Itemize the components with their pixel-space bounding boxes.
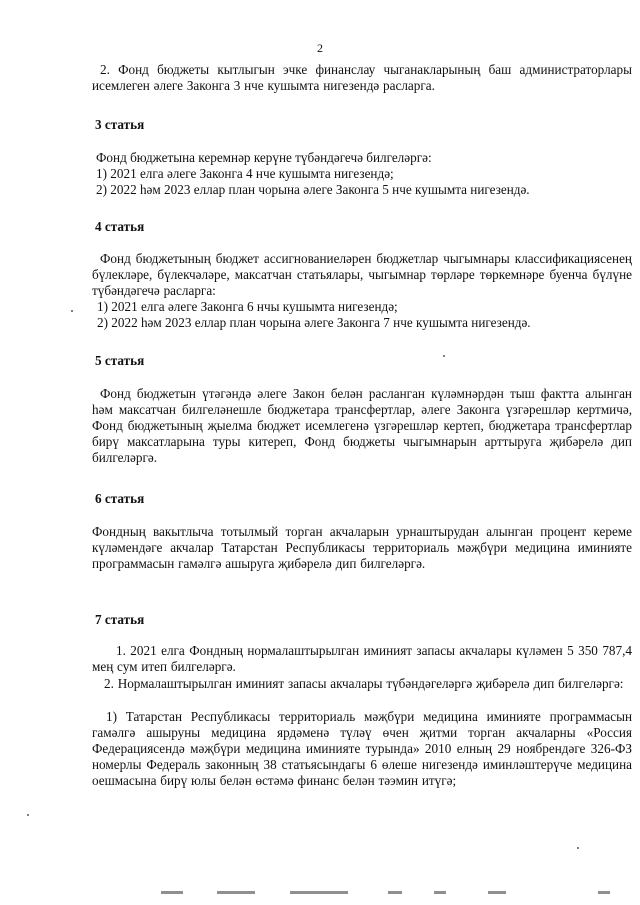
- article-3-heading: 3 статья: [95, 117, 145, 132]
- article-7-subpoint-1: 1) Татарстан Республикасы территориаль мәҗбүри медицина иминияте программасын гамәлгә ашыруны медицина ярдәменә түләү өчен җитми торган акчаларны «Россия Федерациясендә мәҗбүри медицина иминияте турында» 2010 елның 29 ноябрендәге 326-ФЗ номерлы Федераль законның 38 статьясындагы 6 өлеше нигезендә иминләштерүче медицина оешмасына бирү юлы белән өстәмә финанс белән тәэмин итүгә;: [92, 709, 632, 788]
- scan-edge-mark: [290, 891, 348, 894]
- scan-edge-mark: [217, 891, 255, 894]
- article-3-item-2: 2) 2022 һәм 2023 еллар план чорына әлеге Законга 5 нче кушымта нигезендә.: [96, 182, 530, 197]
- scan-edge-mark: [388, 891, 402, 894]
- article-7-heading: 7 статья: [95, 612, 145, 627]
- article-3-intro: Фонд бюджетына керемнәр керүне түбәндәгечә билгеләргә:: [96, 150, 432, 165]
- article-4-heading: 4 статья: [95, 219, 145, 234]
- scan-edge-mark: [598, 891, 610, 894]
- article-6-text: Фондның вакытлыча тотылмый торган акчаларын урнаштырудан алынган процент кереме күләмендәге акчалар Татарстан Республикасы территориаль мәҗбүри медицина иминияте программасын гамәлгә ашыруга җибәрелә дип билгеләргә.: [92, 524, 632, 571]
- article-7-point-1: 1. 2021 елга Фондның нормалаштырылган иминият запасы акчалары күләмен 5 350 787,4 мең сум итеп билгеләргә.: [92, 643, 632, 674]
- article-6-heading: 6 статья: [95, 491, 145, 506]
- page-number: 2: [317, 41, 323, 55]
- scan-speck: [443, 355, 445, 357]
- scan-speck: [27, 814, 29, 816]
- article-4-item-1: 1) 2021 елга әлеге Законга 6 нчы кушымта нигезендә;: [97, 299, 398, 314]
- article-7-point-2: 2. Нормалаштырылган иминият запасы акчалары түбәндәгеләргә җибәрелә дип билгеләргә:: [104, 676, 624, 691]
- scan-edge-mark: [434, 891, 446, 894]
- scan-edge-mark: [488, 891, 506, 894]
- scan-speck: [577, 847, 579, 849]
- article-5-heading: 5 статья: [95, 353, 145, 368]
- article-3-item-1: 1) 2021 елга әлеге Законга 4 нче кушымта нигезендә;: [96, 166, 394, 181]
- paragraph-fund-deficit-sources: 2. Фонд бюджеты кытлыгын эчке финанслау чыганакларының баш администраторлары исемлеген әлеге Законга 3 нче кушымта нигезендә расларга.: [92, 62, 632, 93]
- article-5-text: Фонд бюджетын үтәгәндә әлеге Закон белән расланган күләмнәрдән тыш фактта алынган һәм максатчан билгеләнешле бюджетара трансфертлар, әлеге Законга үзгәрешләр кертмичә, Фонд бюджетының җыелма бюджет исемлегенә үзгәрешләр кертеп, бюджетара трансфертлар бирү максатларына туры китереп, Фонд бюджеты чыгымнарын арттыруга җибәрелә дип билгеләргә.: [92, 386, 632, 465]
- scan-speck: [71, 310, 73, 312]
- article-4-intro: Фонд бюджетының бюджет ассигнованиеләрен бюджетлар чыгымнары классификациясенең бүлекләре, бүлекчәләре, максатчан статьялары, чыгымнар төрләре төркемнәре буенча бүлүне түбәндәгечә расларга:: [92, 251, 632, 298]
- scan-edge-mark: [161, 891, 183, 894]
- article-4-item-2: 2) 2022 һәм 2023 еллар план чорына әлеге Законга 7 нче кушымта нигезендә.: [97, 315, 531, 330]
